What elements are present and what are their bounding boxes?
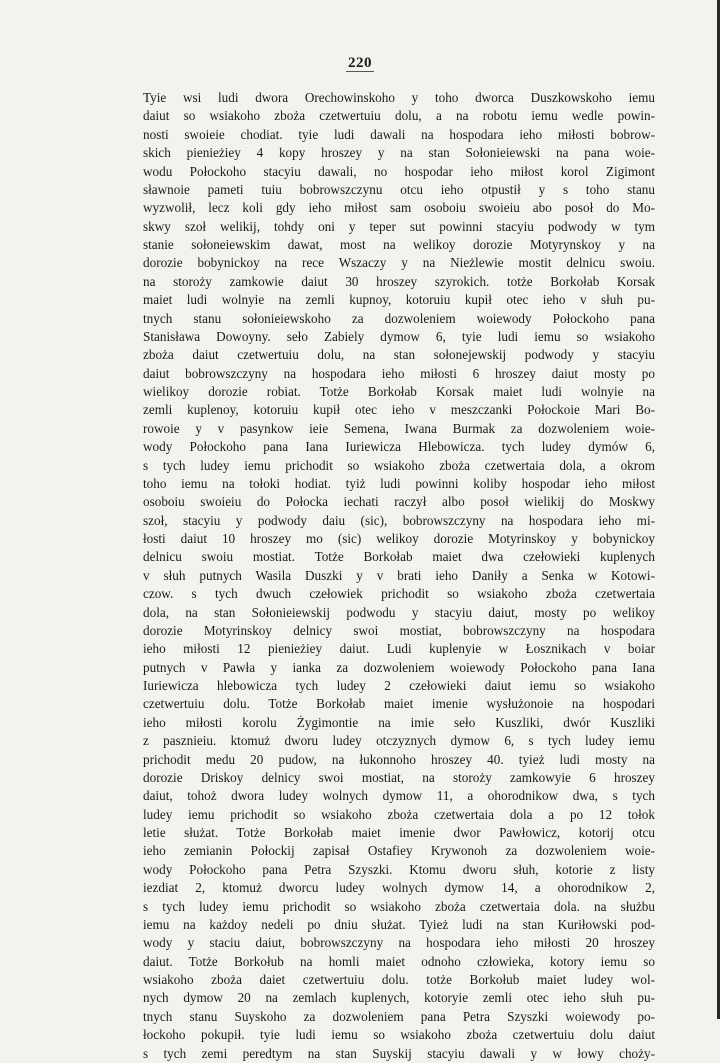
text-line: dola, na stan Sołonieiewskij podwodu y stacyiu daiut, mosty po welikoy <box>143 604 655 620</box>
text-line: osoboiu swoieiu do Połocka iechati raczył albo posoł wielikij do Moskwy <box>143 494 655 510</box>
text-line: v słuh putnych Wasila Duszki y v brati ieho Daniły a Senka w Kotowi- <box>143 567 655 583</box>
text-line: delnicu swoiu mostiat. Totże Borkołab maiet dwa czełowieki kuplenych <box>143 549 655 565</box>
text-line: szoł, stacyiu y podwody daiu (sic), bobrowszczyny na hospodara ieho mi- <box>143 512 655 528</box>
text-line: daiut. Totże Borkołub na homli maiet odnoho człowieka, kotory iemu so <box>143 953 655 969</box>
text-line: stanie sołoneiewskim dawat, most na welikoy dorozie Motyrynskoy y na <box>143 237 655 252</box>
text-line: dorozie Motyrinskoy delnicy swoi mostiat, bobrowszczyny na hospodara <box>143 622 655 638</box>
text-line: ieho miłosti 12 pienieżiey daiut. Ludi kuplenyie w Łosznikach v boiar <box>143 641 655 657</box>
text-line: wodu Połockoho stacyiu dawali, no hospodar ieho miłost korol Zigimont <box>143 163 655 179</box>
text-line: tnych stanu Suyskoho za dozwoleniem pana Petra Szyszki woiewody po- <box>143 1008 655 1024</box>
text-line: daiut so wsiakoho zboża czetwertuiu dolu, a na robotu iemu wedle powin- <box>143 108 655 124</box>
text-line: dorozie bobynickoy na rece Wszaczy y na Nieżlewie mostit delnicu swoiu. <box>143 255 655 271</box>
text-line: tnych stanu sołonieiewskoho za dozwoleniem woiewody Połockoho pana <box>143 310 655 326</box>
text-line: s tych zemi peredtym na stan Suyskij stacyiu dawali y w łowy choży- <box>143 1045 655 1061</box>
text-line: Iuriewicza hlebowicza tych ludey 2 czełowieki daiut iemu so wsiakoho <box>143 678 655 693</box>
text-line: zemli kuplenoy, kotoruiu kupił otec ieho v meszczanki Połockoie Mari Bo- <box>143 402 655 418</box>
text-line: s tych ludey iemu prichodit so wsiakoho zboża czetwertaia dola. na służbu <box>143 898 655 914</box>
text-line: maiet ludi wolnyie na zemli kupnoy, kotoruiu kupił otec ieho v słuh pu- <box>143 292 655 308</box>
text-line: dorozie Driskoy delnicy swoi mostiat, na storoży zamkowyie 6 hroszey <box>143 769 655 785</box>
text-line: łosti daiut 10 hroszey mo (sic) welikoy dorozie Motyrinskoy y bobynickoy <box>143 531 655 546</box>
text-line: wyzwolił, lecz koli gdy ieho miłost sam osoboiu swoieiu abo posoł do Mo- <box>143 200 655 216</box>
text-line: skwy szoł welikij, tohdy oni y teper sut powinni stacyiu podwody w tym <box>143 218 655 234</box>
text-line: łockoho pokupił. tyie ludi iemu so wsiakoho zboża czetwertuiu dolu daiut <box>143 1027 655 1043</box>
text-line: ieho zemianin Połockij zapisał Ostafiey Krywonoh za dozwoleniem woie- <box>143 843 655 859</box>
text-line: daiut bobrowszczyny na hospodara ieho miłosti 6 hroszey daiut mosty po <box>143 365 655 381</box>
text-line: ludey iemu prichodit so wsiakoho zboża czetwertaia dola a po 12 tołok <box>143 806 655 822</box>
text-line: ieho miłosti korolu Żygimontie na imie seło Kuszliki, dwór Kuszliki <box>143 714 655 730</box>
text-line: wielikoy dorozie robiat. Totże Borkołab Korsak maiet ludi wolnyie na <box>143 384 655 399</box>
text-line: wody Połockoho pana Petra Szyszki. Ktomu dworu słuh, kotorie z listy <box>143 861 655 877</box>
text-line: zboża daiut czetwertuiu dolu, na stan sołonejewskij podwody y stacyiu <box>143 347 655 363</box>
text-line: skich pienieżiey 4 kopy hroszey y na stan Sołonieiewski na pana woie- <box>143 145 655 161</box>
text-line: wody Połockoho pana Iana Iuriewicza Hlebowicza. tych ludey dymów 6, <box>143 439 655 455</box>
text-line: s tych ludey iemu prichodit so wsiakoho zboża czetwertaia dola, a okrom <box>143 457 655 473</box>
text-line: nosti swoieie chodiat. tyie ludi dawali na hospodara ieho miłosti bobrow- <box>143 126 655 142</box>
text-line: prichodit medu 20 pudow, na łukonnoho hroszey 40. tyież ludi mosty na <box>143 751 655 767</box>
text-line: czetwertuiu dolu. Totże Borkołab maiet imenie wysłużonoie na hospodari <box>143 696 655 712</box>
text-line: Tyie wsi ludi dwora Orechowinskoho y toho dworca Duszkowskoho iemu <box>143 90 655 105</box>
text-line: daiut, tohoż dwora ludey wolnych dymow 11, a ohorodnikow dwa, s tych <box>143 788 655 804</box>
text-line: wody y staciu daiut, bobrowszczyny na hospodara ieho miłosti 20 hroszey <box>143 935 655 951</box>
text-line: z pasznieiu. ktomuż dworu ludey otczyznych dymow 6, s tych ludey iemu <box>143 733 655 749</box>
body-text <box>143 89 655 1063</box>
text-line: putnych v Pawła y ianka za dozwoleniem woiewody Połockoho pana Iana <box>143 659 655 675</box>
text-line: iezdiat 2, ktomuż dworcu ludey wolnych dymow 14, a ohorodnikow 2, <box>143 880 655 896</box>
text-line: letie służat. Totże Borkołab maiet imenie dwor Pawłowicz, kotorij otcu <box>143 825 655 840</box>
page-number: 220 <box>348 55 372 71</box>
text-line: sławnoie pameti tuiu bobrowszczynu otcu ieho otpustił y s toho stanu <box>143 181 655 197</box>
text-line: czow. s tych dwuch czełowiek prichodit so wsiakoho zboża czetwertaia <box>143 586 655 602</box>
text-line: nych dymow 20 na zemlach kuplenych, kotoryie zemli otec ieho słuh pu- <box>143 990 655 1006</box>
text-line: na storoży zamkowie daiut 30 hroszey szyrokich. totże Borkołab Korsak <box>143 273 655 289</box>
text-line: toho iemu na tołoki hodiat. tyiż ludi powinni koliby hospodar ieho miłost <box>143 475 655 491</box>
text-line: iemu na każdoy nedeli po dniu służat. Tyież ludi na stan Kuriłowski pod- <box>143 916 655 932</box>
text-line: Stanisława Dowoyny. seło Zabiely dymow 6, tyie ludi iemu so wsiakoho <box>143 328 655 344</box>
text-line: rowoie y v pasynkow ieie Semena, Iwana Burmak za dozwoleniem woie- <box>143 420 655 436</box>
text-line: wsiakoho zboża daiet czetwertuiu dolu. totże Borkołub maiet ludey wol- <box>143 972 655 987</box>
